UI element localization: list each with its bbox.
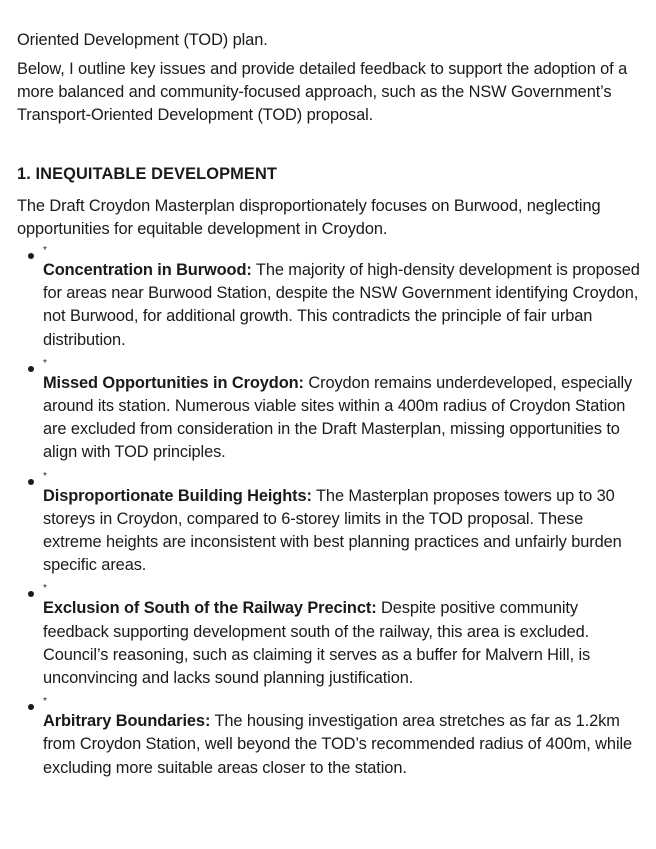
bullet-dot-icon — [28, 253, 34, 259]
list-item-text — [43, 710, 640, 780]
list-item-title: Concentration in Burwood: — [43, 261, 252, 279]
list-item — [17, 694, 640, 780]
list-item — [17, 356, 640, 465]
list-item-text — [43, 259, 640, 352]
list-item-body: The majority of high-density development is proposed for areas near Burwood Station, despite the NSW Government identifying Croydon, not Burwood, for additional growth. This contradicts the principle of fair urban distribution. — [43, 261, 640, 349]
list-item — [17, 469, 640, 578]
list-item-title: Exclusion of South of the Railway Precinct: — [43, 599, 377, 618]
list-item-title: Arbitrary Boundaries: — [43, 712, 211, 731]
bullet-marker: * — [43, 696, 47, 708]
bullet-dot-icon — [28, 704, 34, 710]
bullet-marker: * — [43, 470, 47, 482]
bullet-dot-icon — [28, 366, 34, 372]
list-item-body: Despite positive community feedback supporting development south of the railway, this area is excluded. Council’s reasoning, such as claiming it serves as a buffer for Malvern Hill, is unconvincing and lacks sound planning justification. — [43, 599, 591, 688]
intro-paragraph: Below, I outline key issues and provide detailed feedback to support the adoption of a more balanced and community-focused approach, such as the NSW Government’s Transport-Oriented Development (TOD) proposal. — [17, 60, 628, 125]
issues-list — [17, 243, 640, 784]
section-lead: The Draft Croydon Masterplan disproportionately focuses on Burwood, neglecting opportunities for equitable development in Croydon. — [17, 197, 601, 239]
list-item-body: The housing investigation area stretches as far as 1.2km from Croydon Station, well beyond the TOD’s recommended radius of 400m, while excluding more suitable areas closer to the station. — [43, 712, 633, 777]
bullet-marker: * — [43, 583, 47, 595]
list-item-text — [43, 372, 640, 465]
intro-continuation: Oriented Development (TOD) plan. — [17, 31, 268, 49]
list-item-text — [43, 597, 640, 690]
section-heading: 1. INEQUITABLE DEVELOPMENT — [17, 165, 278, 183]
list-item-body: Croydon remains underdeveloped, especially around its station. Numerous viable sites within a 400m radius of Croydon Station are excluded from consideration in the Draft Masterplan, missing opportunities to align with TOD principles. — [43, 373, 633, 462]
list-item-title: Missed Opportunities in Croydon: — [43, 373, 304, 392]
bullet-dot-icon — [28, 479, 34, 485]
list-item-title: Disproportionate Building Heights: — [43, 486, 312, 505]
list-item — [17, 581, 640, 690]
bullet-marker: * — [43, 245, 47, 256]
list-item-text — [43, 485, 640, 578]
list-item-body: The Masterplan proposes towers up to 30 storeys in Croydon, compared to 6-storey limits in the TOD proposal. These extreme heights are inconsistent with best planning practices and unfairly burden specific areas. — [43, 486, 622, 575]
bullet-dot-icon — [28, 591, 34, 597]
list-item — [17, 243, 640, 352]
bullet-marker: * — [43, 357, 47, 369]
